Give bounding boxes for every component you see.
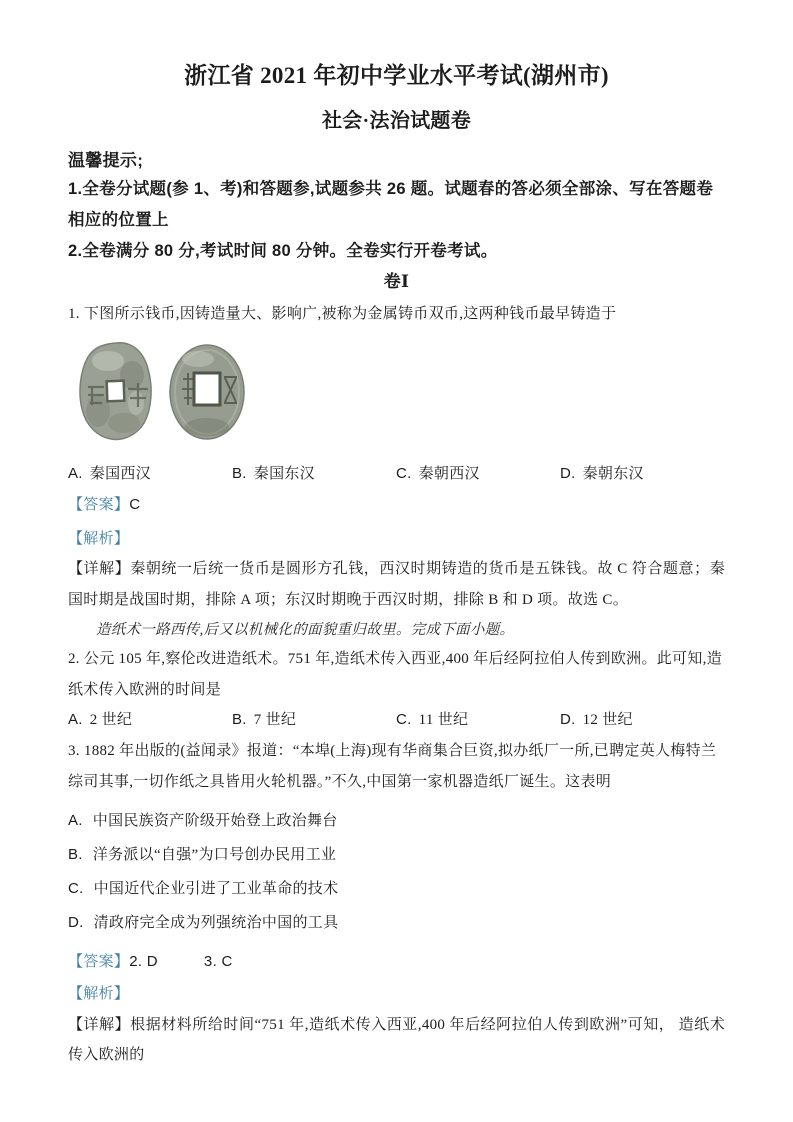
question-1-detail-text: 秦朝统一后统一货币是圆形方孔钱，西汉时期铸造的货币是五铢钱。故 C 符合题意；秦国时期是战国时期，排除 A 项；东汉时期晚于西汉时期，排除 B 和 D 项。故选 C。 [68, 561, 725, 608]
option-2b-text: 7 世纪 [253, 712, 297, 728]
question-2-options [68, 706, 725, 734]
notice-heading: 温馨提示; [68, 151, 144, 170]
option-1c-label: C. [396, 465, 412, 482]
option-3c [68, 872, 725, 906]
notice-item-1: 1.全卷分试题(参 1、考)和答题参,试题参共 26 题。试题春的答必须全部涂、写在答题卷相应的位置上 [68, 180, 714, 229]
wuzhu-coin-image [168, 343, 246, 446]
question-2-text: 2. 公元 105 年,察伦改进造纸术。751 年,造纸术传入西亚,400 年后经阿拉伯人传到欧洲。此可知,造纸术传入欧洲的时间是 [68, 651, 723, 698]
detail-label: 【详解】 [68, 561, 131, 577]
option-1b-label: B. [232, 465, 247, 482]
answer-label: 【答案】 [68, 497, 130, 513]
option-3c-label: C. [68, 880, 84, 897]
option-3d [68, 906, 725, 940]
question-1-detail [68, 554, 725, 616]
option-1c [396, 462, 560, 486]
option-3a [68, 804, 725, 838]
question-1-answer: C [129, 496, 141, 513]
banliang-coin-image [78, 341, 154, 446]
option-3b [68, 838, 725, 872]
detail-label-23: 【详解】 [68, 1017, 131, 1033]
question-1-answer-line [68, 490, 725, 520]
option-3b-label: B. [68, 846, 83, 863]
option-3d-text: 清政府完全成为列强统治中国的工具 [93, 915, 339, 931]
notice-item-2: 2.全卷满分 80 分,考试时间 80 分钟。全卷实行开卷考试。 [68, 242, 498, 260]
answer-label-23: 【答案】 [68, 954, 130, 970]
question-3-answer: 3. C [203, 953, 233, 970]
option-2c-text: 11 世纪 [418, 712, 469, 728]
option-3b-text: 洋务派以“自强”为口号创办民用工业 [92, 847, 337, 863]
option-1c-text: 秦朝西汉 [418, 466, 480, 482]
questions-2-3-detail [68, 1010, 725, 1070]
question-1-options [68, 462, 725, 486]
option-1b [232, 462, 396, 486]
option-2b-label: B. [232, 711, 247, 728]
option-2a-label: A. [68, 711, 83, 728]
page-subtitle: 社会·法治试题卷 [321, 110, 472, 132]
option-3a-text: 中国民族资产阶级开始登上政治舞台 [92, 813, 338, 829]
option-1a [68, 462, 232, 486]
question-1-analysis-line [68, 524, 725, 554]
question-2-answer: 2. D [129, 953, 158, 970]
question-3-text: 3. 1882 年出版的(益闻录》报道：“本埠(上海)现有华商集合巨资,拟办纸厂一所,已聘定英人梅特兰综司其事,一切作纸之具皆用火轮机器。”不久,中国第一家机器造纸厂诞生。这表明 [68, 743, 717, 790]
option-2c [396, 706, 560, 734]
option-3a-label: A. [68, 812, 83, 829]
question-1-figure [78, 346, 725, 446]
option-1a-label: A. [68, 465, 83, 482]
questions-2-3-detail-text: 根据材料所给时间“751 年,造纸术传入西亚,400 年后经阿拉伯人传到欧洲”可知， 造纸术传入欧洲的 [68, 1017, 725, 1063]
option-2d-text: 12 世纪 [582, 712, 633, 728]
section-heading-juan1: 卷Ⅰ [383, 272, 410, 291]
option-2a [68, 706, 232, 734]
option-3c-text: 中国近代企业引进了工业革命的技术 [93, 881, 339, 897]
option-1d-label: D. [560, 465, 576, 482]
questions-2-3-analysis-line [68, 980, 725, 1008]
option-1a-text: 秦国西汉 [89, 466, 151, 482]
option-2d-label: D. [560, 711, 576, 728]
option-2b [232, 706, 396, 734]
option-3d-label: D. [68, 914, 84, 931]
question-1-text: 1. 下图所示钱币,因铸造量大、影响广,被称为金属铸币双币,这两种钱币最早铸造于 [68, 306, 617, 322]
option-1b-text: 秦国东汉 [253, 466, 315, 482]
page-title: 浙江省 2021 年初中学业水平考试(湖州市) [184, 63, 609, 88]
analysis-label-23: 【解析】 [68, 986, 130, 1002]
option-1d-text: 秦朝东汉 [582, 466, 644, 482]
option-2c-label: C. [396, 711, 412, 728]
option-1d [560, 462, 725, 486]
option-2d [560, 706, 725, 734]
analysis-label: 【解析】 [68, 531, 130, 547]
option-2a-text: 2 世纪 [89, 712, 133, 728]
questions-2-3-answer-line [68, 948, 725, 976]
question-3-options [68, 804, 725, 940]
passage-papermaking: 造纸术一路西传,后又以机械化的面貌重归故里。完成下面小题。 [96, 622, 515, 638]
